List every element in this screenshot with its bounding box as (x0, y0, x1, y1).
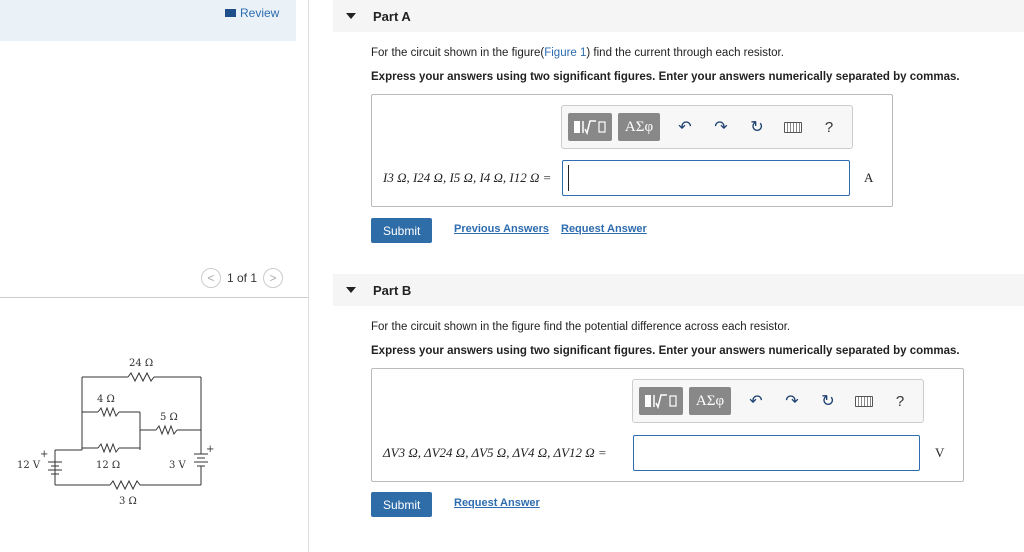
next-figure-button[interactable]: > (263, 268, 283, 288)
redo-icon[interactable]: ↷ (714, 119, 728, 136)
part-a-unit: A (864, 170, 874, 185)
prompt-text: ) find the current through each resistor. (586, 47, 784, 59)
part-b-request-answer-link[interactable]: Request Answer (454, 497, 540, 509)
text-caret (568, 165, 569, 191)
label-5-ohm: 5 Ω (160, 412, 178, 423)
math-toolbar (561, 105, 853, 149)
reset-icon[interactable]: ↻ (821, 393, 835, 410)
fraction-root-icon (573, 118, 607, 136)
greek-button[interactable]: ΑΣφ (689, 387, 731, 415)
template-button[interactable] (568, 113, 612, 141)
collapse-icon (346, 13, 356, 19)
part-b-answer-input[interactable] (633, 435, 920, 471)
help-icon[interactable]: ? (824, 118, 834, 136)
left-panel (0, 0, 309, 552)
help-icon[interactable]: ? (895, 392, 905, 410)
figure-pager (201, 268, 283, 288)
label-12-volt: 12 V (17, 460, 41, 471)
review-bar (0, 0, 296, 41)
part-a-answer-input[interactable] (562, 160, 850, 196)
part-a-request-answer-link[interactable]: Request Answer (561, 223, 647, 235)
undo-icon[interactable]: ↶ (749, 393, 763, 410)
part-a-submit-button[interactable]: Submit (371, 218, 432, 243)
label-12-ohm: 12 Ω (96, 460, 121, 471)
plus-right: + (206, 444, 215, 455)
part-b-title: Part B (373, 282, 412, 298)
keyboard-icon[interactable] (853, 390, 875, 412)
part-b-equation-label: ΔV3 Ω, ΔV24 Ω, ΔV5 Ω, ΔV4 Ω, ΔV12 Ω = (383, 445, 607, 460)
label-4-ohm: 4 Ω (97, 394, 115, 405)
divider (0, 297, 308, 298)
part-a-answer-box (371, 94, 893, 207)
part-a-header[interactable] (333, 0, 1024, 32)
keyboard-icon[interactable] (782, 116, 804, 138)
redo-icon[interactable]: ↷ (785, 393, 799, 410)
prev-figure-button[interactable]: < (201, 268, 221, 288)
previous-answers-link[interactable]: Previous Answers (454, 223, 549, 235)
prompt-text: For the circuit shown in the figure( (371, 47, 545, 59)
greek-button[interactable]: ΑΣφ (618, 113, 660, 141)
undo-icon[interactable]: ↶ (678, 119, 692, 136)
collapse-icon (346, 287, 356, 293)
part-a-title: Part A (373, 8, 411, 24)
reset-icon[interactable]: ↻ (750, 119, 764, 136)
part-a-prompt (371, 47, 784, 59)
math-toolbar (632, 379, 924, 423)
label-24-ohm: 24 Ω (129, 358, 154, 369)
part-b-submit-button[interactable]: Submit (371, 492, 432, 517)
part-a-instruction: Express your answers using two significant figures. Enter your answers numerically separated by commas. (371, 71, 960, 83)
pager-text: 1 of 1 (227, 271, 258, 285)
book-icon (225, 9, 236, 17)
part-b-unit: V (935, 445, 945, 460)
part-b-instruction: Express your answers using two significant figures. Enter your answers numerically separated by commas. (371, 345, 960, 357)
part-b-answer-box (371, 368, 964, 482)
part-b-prompt: For the circuit shown in the figure find the potential difference across each resistor. (371, 321, 791, 333)
part-a-equation-label: I3 Ω, I24 Ω, I5 Ω, I4 Ω, I12 Ω = (383, 170, 552, 185)
review-label: Review (240, 6, 280, 20)
label-3-volt: 3 V (169, 460, 186, 471)
review-link[interactable] (225, 6, 279, 20)
plus-left: + (40, 449, 49, 460)
fraction-root-icon (644, 392, 678, 410)
label-3-ohm: 3 Ω (119, 496, 137, 507)
template-button[interactable] (639, 387, 683, 415)
figure-link[interactable]: Figure 1 (544, 47, 587, 59)
part-b-header[interactable] (333, 274, 1024, 306)
circuit-figure (0, 340, 240, 520)
